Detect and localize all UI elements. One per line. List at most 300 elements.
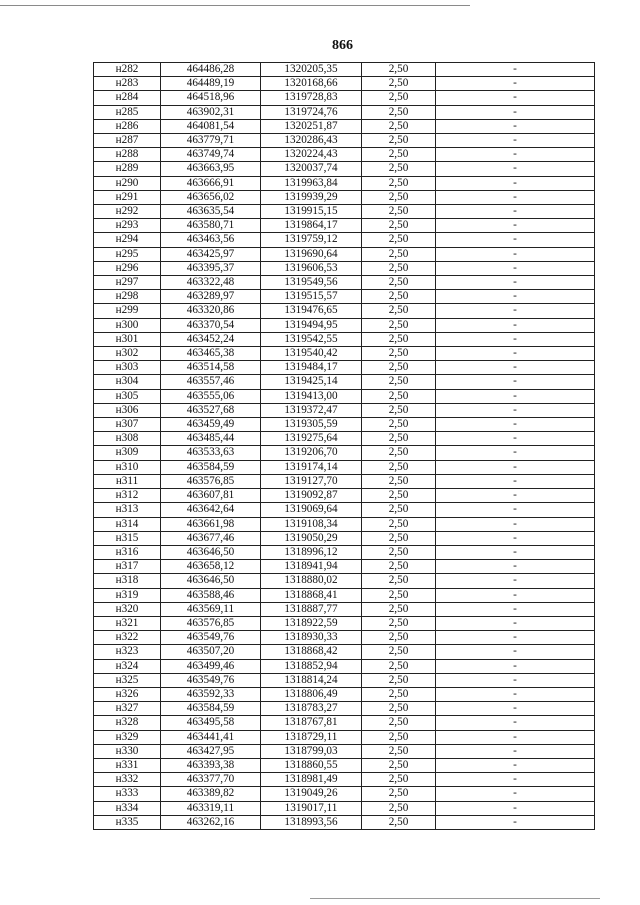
x-coordinate-cell: 463635,54 <box>161 205 261 219</box>
y-coordinate-cell: 1318852,94 <box>261 659 362 673</box>
y-coordinate-cell: 1318767,81 <box>261 716 362 730</box>
point-id-cell: н296 <box>94 261 161 275</box>
table-row <box>94 261 595 275</box>
x-coordinate-cell: 463677,46 <box>161 531 261 545</box>
table-row <box>94 233 595 247</box>
accuracy-cell: 2,50 <box>362 105 436 119</box>
y-coordinate-cell: 1318814,24 <box>261 673 362 687</box>
table-row <box>94 758 595 772</box>
note-cell: - <box>436 588 595 602</box>
point-id-cell: н303 <box>94 361 161 375</box>
point-id-cell: н301 <box>94 332 161 346</box>
point-id-cell: н315 <box>94 531 161 545</box>
table-row <box>94 787 595 801</box>
x-coordinate-cell: 463320,86 <box>161 304 261 318</box>
accuracy-cell: 2,50 <box>362 758 436 772</box>
y-coordinate-cell: 1320224,43 <box>261 148 362 162</box>
accuracy-cell: 2,50 <box>362 659 436 673</box>
x-coordinate-cell: 463580,71 <box>161 219 261 233</box>
point-id-cell: н282 <box>94 63 161 77</box>
x-coordinate-cell: 463584,59 <box>161 460 261 474</box>
note-cell: - <box>436 545 595 559</box>
note-cell: - <box>436 517 595 531</box>
x-coordinate-cell: 463549,76 <box>161 673 261 687</box>
note-cell: - <box>436 432 595 446</box>
table-row <box>94 134 595 148</box>
table-row <box>94 446 595 460</box>
accuracy-cell: 2,50 <box>362 290 436 304</box>
y-coordinate-cell: 1318783,27 <box>261 702 362 716</box>
table-row <box>94 460 595 474</box>
table-row <box>94 418 595 432</box>
accuracy-cell: 2,50 <box>362 531 436 545</box>
y-coordinate-cell: 1319050,29 <box>261 531 362 545</box>
x-coordinate-cell: 463666,91 <box>161 176 261 190</box>
table-row <box>94 673 595 687</box>
note-cell: - <box>436 503 595 517</box>
accuracy-cell: 2,50 <box>362 560 436 574</box>
x-coordinate-cell: 463557,46 <box>161 375 261 389</box>
accuracy-cell: 2,50 <box>362 702 436 716</box>
point-id-cell: н305 <box>94 389 161 403</box>
y-coordinate-cell: 1319542,55 <box>261 332 362 346</box>
y-coordinate-cell: 1319425,14 <box>261 375 362 389</box>
note-cell: - <box>436 574 595 588</box>
accuracy-cell: 2,50 <box>362 574 436 588</box>
point-id-cell: н319 <box>94 588 161 602</box>
x-coordinate-cell: 463779,71 <box>161 134 261 148</box>
point-id-cell: н328 <box>94 716 161 730</box>
x-coordinate-cell: 463588,46 <box>161 588 261 602</box>
x-coordinate-cell: 463425,97 <box>161 247 261 261</box>
x-coordinate-cell: 463485,44 <box>161 432 261 446</box>
table-row <box>94 361 595 375</box>
accuracy-cell: 2,50 <box>362 474 436 488</box>
accuracy-cell: 2,50 <box>362 503 436 517</box>
x-coordinate-cell: 464489,19 <box>161 77 261 91</box>
point-id-cell: н332 <box>94 773 161 787</box>
y-coordinate-cell: 1319728,83 <box>261 91 362 105</box>
page-number: 866 <box>332 38 353 53</box>
table-row <box>94 545 595 559</box>
point-id-cell: н298 <box>94 290 161 304</box>
top-scan-rule <box>0 5 470 6</box>
point-id-cell: н314 <box>94 517 161 531</box>
x-coordinate-cell: 464518,96 <box>161 91 261 105</box>
x-coordinate-cell: 463646,50 <box>161 574 261 588</box>
note-cell: - <box>436 616 595 630</box>
table-row <box>94 375 595 389</box>
x-coordinate-cell: 463289,97 <box>161 290 261 304</box>
x-coordinate-cell: 463607,81 <box>161 489 261 503</box>
y-coordinate-cell: 1319476,65 <box>261 304 362 318</box>
accuracy-cell: 2,50 <box>362 602 436 616</box>
x-coordinate-cell: 463322,48 <box>161 276 261 290</box>
y-coordinate-cell: 1318941,94 <box>261 560 362 574</box>
note-cell: - <box>436 631 595 645</box>
note-cell: - <box>436 219 595 233</box>
note-cell: - <box>436 247 595 261</box>
x-coordinate-cell: 463507,20 <box>161 645 261 659</box>
note-cell: - <box>436 446 595 460</box>
x-coordinate-cell: 463549,76 <box>161 631 261 645</box>
y-coordinate-cell: 1318993,56 <box>261 815 362 829</box>
accuracy-cell: 2,50 <box>362 63 436 77</box>
table-row <box>94 77 595 91</box>
y-coordinate-cell: 1320286,43 <box>261 134 362 148</box>
y-coordinate-cell: 1319690,64 <box>261 247 362 261</box>
point-id-cell: н300 <box>94 318 161 332</box>
point-id-cell: н323 <box>94 645 161 659</box>
y-coordinate-cell: 1319049,26 <box>261 787 362 801</box>
note-cell: - <box>436 659 595 673</box>
accuracy-cell: 2,50 <box>362 176 436 190</box>
table-row <box>94 659 595 673</box>
note-cell: - <box>436 134 595 148</box>
table-row <box>94 531 595 545</box>
point-id-cell: н311 <box>94 474 161 488</box>
accuracy-cell: 2,50 <box>362 389 436 403</box>
table-row <box>94 162 595 176</box>
note-cell: - <box>436 673 595 687</box>
y-coordinate-cell: 1320037,74 <box>261 162 362 176</box>
y-coordinate-cell: 1319549,56 <box>261 276 362 290</box>
accuracy-cell: 2,50 <box>362 403 436 417</box>
point-id-cell: н306 <box>94 403 161 417</box>
x-coordinate-cell: 463569,11 <box>161 602 261 616</box>
y-coordinate-cell: 1319206,70 <box>261 446 362 460</box>
accuracy-cell: 2,50 <box>362 134 436 148</box>
accuracy-cell: 2,50 <box>362 190 436 204</box>
note-cell: - <box>436 261 595 275</box>
accuracy-cell: 2,50 <box>362 773 436 787</box>
coordinates-table <box>93 62 595 830</box>
x-coordinate-cell: 463465,38 <box>161 347 261 361</box>
x-coordinate-cell: 463370,54 <box>161 318 261 332</box>
accuracy-cell: 2,50 <box>362 162 436 176</box>
point-id-cell: н299 <box>94 304 161 318</box>
accuracy-cell: 2,50 <box>362 446 436 460</box>
table-row <box>94 318 595 332</box>
accuracy-cell: 2,50 <box>362 432 436 446</box>
point-id-cell: н312 <box>94 489 161 503</box>
accuracy-cell: 2,50 <box>362 304 436 318</box>
table-row <box>94 815 595 829</box>
table-row <box>94 247 595 261</box>
table-row <box>94 560 595 574</box>
table-row <box>94 744 595 758</box>
y-coordinate-cell: 1319069,64 <box>261 503 362 517</box>
note-cell: - <box>436 162 595 176</box>
y-coordinate-cell: 1319127,70 <box>261 474 362 488</box>
note-cell: - <box>436 389 595 403</box>
y-coordinate-cell: 1319275,64 <box>261 432 362 446</box>
note-cell: - <box>436 787 595 801</box>
note-cell: - <box>436 460 595 474</box>
accuracy-cell: 2,50 <box>362 148 436 162</box>
y-coordinate-cell: 1319759,12 <box>261 233 362 247</box>
accuracy-cell: 2,50 <box>362 91 436 105</box>
table-row <box>94 219 595 233</box>
x-coordinate-cell: 463495,58 <box>161 716 261 730</box>
point-id-cell: н318 <box>94 574 161 588</box>
accuracy-cell: 2,50 <box>362 276 436 290</box>
x-coordinate-cell: 463749,74 <box>161 148 261 162</box>
accuracy-cell: 2,50 <box>362 517 436 531</box>
y-coordinate-cell: 1318930,33 <box>261 631 362 645</box>
accuracy-cell: 2,50 <box>362 716 436 730</box>
note-cell: - <box>436 418 595 432</box>
note-cell: - <box>436 233 595 247</box>
note-cell: - <box>436 474 595 488</box>
x-coordinate-cell: 463592,33 <box>161 687 261 701</box>
accuracy-cell: 2,50 <box>362 332 436 346</box>
table-row <box>94 687 595 701</box>
accuracy-cell: 2,50 <box>362 489 436 503</box>
y-coordinate-cell: 1318981,49 <box>261 773 362 787</box>
y-coordinate-cell: 1319017,11 <box>261 801 362 815</box>
point-id-cell: н310 <box>94 460 161 474</box>
y-coordinate-cell: 1319606,53 <box>261 261 362 275</box>
table-row <box>94 205 595 219</box>
point-id-cell: н289 <box>94 162 161 176</box>
table-row <box>94 148 595 162</box>
accuracy-cell: 2,50 <box>362 616 436 630</box>
point-id-cell: н304 <box>94 375 161 389</box>
accuracy-cell: 2,50 <box>362 247 436 261</box>
y-coordinate-cell: 1319092,87 <box>261 489 362 503</box>
x-coordinate-cell: 463584,59 <box>161 702 261 716</box>
y-coordinate-cell: 1319484,17 <box>261 361 362 375</box>
point-id-cell: н283 <box>94 77 161 91</box>
point-id-cell: н302 <box>94 347 161 361</box>
table-row <box>94 801 595 815</box>
note-cell: - <box>436 63 595 77</box>
y-coordinate-cell: 1318860,55 <box>261 758 362 772</box>
note-cell: - <box>436 744 595 758</box>
note-cell: - <box>436 105 595 119</box>
table-row <box>94 432 595 446</box>
table-row <box>94 645 595 659</box>
x-coordinate-cell: 463262,16 <box>161 815 261 829</box>
x-coordinate-cell: 463441,41 <box>161 730 261 744</box>
point-id-cell: н293 <box>94 219 161 233</box>
accuracy-cell: 2,50 <box>362 77 436 91</box>
note-cell: - <box>436 119 595 133</box>
table-row <box>94 176 595 190</box>
x-coordinate-cell: 463463,56 <box>161 233 261 247</box>
y-coordinate-cell: 1318887,77 <box>261 602 362 616</box>
y-coordinate-cell: 1319372,47 <box>261 403 362 417</box>
point-id-cell: н335 <box>94 815 161 829</box>
point-id-cell: н320 <box>94 602 161 616</box>
point-id-cell: н294 <box>94 233 161 247</box>
accuracy-cell: 2,50 <box>362 219 436 233</box>
table-row <box>94 588 595 602</box>
y-coordinate-cell: 1319174,14 <box>261 460 362 474</box>
y-coordinate-cell: 1318806,49 <box>261 687 362 701</box>
point-id-cell: н317 <box>94 560 161 574</box>
accuracy-cell: 2,50 <box>362 801 436 815</box>
point-id-cell: н321 <box>94 616 161 630</box>
note-cell: - <box>436 77 595 91</box>
x-coordinate-cell: 464081,54 <box>161 119 261 133</box>
x-coordinate-cell: 463661,98 <box>161 517 261 531</box>
point-id-cell: н331 <box>94 758 161 772</box>
point-id-cell: н326 <box>94 687 161 701</box>
accuracy-cell: 2,50 <box>362 815 436 829</box>
note-cell: - <box>436 190 595 204</box>
bottom-scan-rule <box>310 898 600 899</box>
x-coordinate-cell: 463555,06 <box>161 389 261 403</box>
table-row <box>94 716 595 730</box>
note-cell: - <box>436 276 595 290</box>
x-coordinate-cell: 463427,95 <box>161 744 261 758</box>
accuracy-cell: 2,50 <box>362 261 436 275</box>
point-id-cell: н285 <box>94 105 161 119</box>
table-row <box>94 503 595 517</box>
y-coordinate-cell: 1318868,41 <box>261 588 362 602</box>
accuracy-cell: 2,50 <box>362 631 436 645</box>
note-cell: - <box>436 531 595 545</box>
table-row <box>94 602 595 616</box>
table-row <box>94 574 595 588</box>
note-cell: - <box>436 361 595 375</box>
x-coordinate-cell: 463902,31 <box>161 105 261 119</box>
note-cell: - <box>436 758 595 772</box>
table-row <box>94 702 595 716</box>
x-coordinate-cell: 463319,11 <box>161 801 261 815</box>
accuracy-cell: 2,50 <box>362 375 436 389</box>
point-id-cell: н325 <box>94 673 161 687</box>
table-row <box>94 119 595 133</box>
x-coordinate-cell: 463533,63 <box>161 446 261 460</box>
accuracy-cell: 2,50 <box>362 673 436 687</box>
x-coordinate-cell: 463656,02 <box>161 190 261 204</box>
table-row <box>94 276 595 290</box>
point-id-cell: н288 <box>94 148 161 162</box>
note-cell: - <box>436 347 595 361</box>
y-coordinate-cell: 1318799,03 <box>261 744 362 758</box>
note-cell: - <box>436 702 595 716</box>
y-coordinate-cell: 1319305,59 <box>261 418 362 432</box>
table-row <box>94 616 595 630</box>
point-id-cell: н295 <box>94 247 161 261</box>
accuracy-cell: 2,50 <box>362 361 436 375</box>
y-coordinate-cell: 1319915,15 <box>261 205 362 219</box>
y-coordinate-cell: 1319864,17 <box>261 219 362 233</box>
table-row <box>94 332 595 346</box>
point-id-cell: н333 <box>94 787 161 801</box>
note-cell: - <box>436 176 595 190</box>
note-cell: - <box>436 290 595 304</box>
x-coordinate-cell: 463658,12 <box>161 560 261 574</box>
table-row <box>94 631 595 645</box>
x-coordinate-cell: 463642,64 <box>161 503 261 517</box>
table-row <box>94 389 595 403</box>
x-coordinate-cell: 463527,68 <box>161 403 261 417</box>
table-row <box>94 517 595 531</box>
y-coordinate-cell: 1319108,34 <box>261 517 362 531</box>
y-coordinate-cell: 1319963,84 <box>261 176 362 190</box>
x-coordinate-cell: 463389,82 <box>161 787 261 801</box>
note-cell: - <box>436 730 595 744</box>
note-cell: - <box>436 332 595 346</box>
note-cell: - <box>436 91 595 105</box>
accuracy-cell: 2,50 <box>362 744 436 758</box>
accuracy-cell: 2,50 <box>362 588 436 602</box>
y-coordinate-cell: 1319494,95 <box>261 318 362 332</box>
y-coordinate-cell: 1320168,66 <box>261 77 362 91</box>
point-id-cell: н324 <box>94 659 161 673</box>
point-id-cell: н322 <box>94 631 161 645</box>
accuracy-cell: 2,50 <box>362 119 436 133</box>
point-id-cell: н286 <box>94 119 161 133</box>
x-coordinate-cell: 463395,37 <box>161 261 261 275</box>
note-cell: - <box>436 801 595 815</box>
note-cell: - <box>436 687 595 701</box>
note-cell: - <box>436 375 595 389</box>
point-id-cell: н287 <box>94 134 161 148</box>
table-row <box>94 91 595 105</box>
accuracy-cell: 2,50 <box>362 687 436 701</box>
y-coordinate-cell: 1318729,11 <box>261 730 362 744</box>
table-row <box>94 474 595 488</box>
point-id-cell: н291 <box>94 190 161 204</box>
accuracy-cell: 2,50 <box>362 205 436 219</box>
y-coordinate-cell: 1319515,57 <box>261 290 362 304</box>
note-cell: - <box>436 645 595 659</box>
accuracy-cell: 2,50 <box>362 730 436 744</box>
accuracy-cell: 2,50 <box>362 645 436 659</box>
point-id-cell: н292 <box>94 205 161 219</box>
accuracy-cell: 2,50 <box>362 233 436 247</box>
point-id-cell: н330 <box>94 744 161 758</box>
table-row <box>94 773 595 787</box>
accuracy-cell: 2,50 <box>362 347 436 361</box>
y-coordinate-cell: 1320251,87 <box>261 119 362 133</box>
x-coordinate-cell: 463452,24 <box>161 332 261 346</box>
note-cell: - <box>436 205 595 219</box>
table-row <box>94 347 595 361</box>
point-id-cell: н313 <box>94 503 161 517</box>
table-row <box>94 403 595 417</box>
note-cell: - <box>436 489 595 503</box>
y-coordinate-cell: 1320205,35 <box>261 63 362 77</box>
point-id-cell: н327 <box>94 702 161 716</box>
note-cell: - <box>436 148 595 162</box>
note-cell: - <box>436 304 595 318</box>
note-cell: - <box>436 773 595 787</box>
accuracy-cell: 2,50 <box>362 460 436 474</box>
y-coordinate-cell: 1319724,76 <box>261 105 362 119</box>
y-coordinate-cell: 1318922,59 <box>261 616 362 630</box>
point-id-cell: н284 <box>94 91 161 105</box>
table-row <box>94 489 595 503</box>
point-id-cell: н290 <box>94 176 161 190</box>
point-id-cell: н309 <box>94 446 161 460</box>
coordinates-table-body <box>94 63 595 830</box>
y-coordinate-cell: 1319939,29 <box>261 190 362 204</box>
table-row <box>94 190 595 204</box>
point-id-cell: н329 <box>94 730 161 744</box>
point-id-cell: н308 <box>94 432 161 446</box>
accuracy-cell: 2,50 <box>362 545 436 559</box>
note-cell: - <box>436 716 595 730</box>
note-cell: - <box>436 560 595 574</box>
y-coordinate-cell: 1318880,02 <box>261 574 362 588</box>
x-coordinate-cell: 463377,70 <box>161 773 261 787</box>
